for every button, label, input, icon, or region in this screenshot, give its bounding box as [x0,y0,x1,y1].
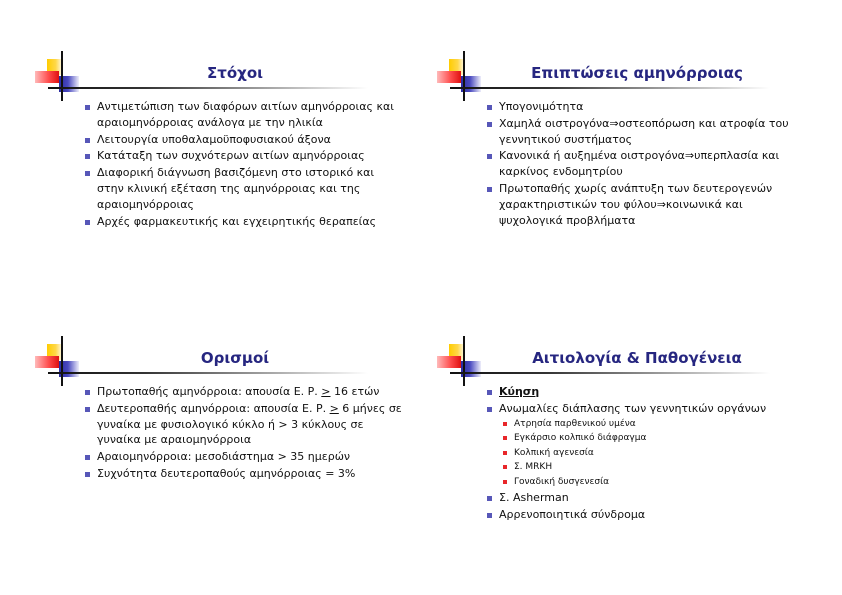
title-rule [450,87,770,89]
list-item: Κατάταξη των συχνότερων αιτίων αμηνόρροιας [82,148,402,164]
geq-symbol: > [321,385,331,398]
geq-symbol: > [329,401,339,415]
list-item: Σ. Asherman [484,490,804,506]
list-item: Αρρενοποιητικά σύνδρομα [484,507,804,523]
list-item: Αρχές φαρμακευτικής και εγχειρητικής θεραπείας [82,214,402,230]
list-item: Υπογονιμότητα [484,99,804,115]
slide-logo-icon [30,333,90,389]
bullet-list [82,99,402,230]
sub-list-item: Ατρησία παρθενικού υμένα [499,417,804,432]
sub-list-item: Γοναδική δυσγενεσία [499,475,804,490]
slide-definitions [30,333,430,583]
list-item: Κανονικά ή αυξημένα οιστρογόνα⇒υπερπλασία και καρκίνος ενδομητρίου [484,148,804,180]
slide-etiology [432,333,832,583]
pregnancy-link[interactable]: Κύηση [499,385,540,398]
list-item: Πρωτοπαθής αμηνόρροια: απουσία Ε. Ρ. > 16 ετών [82,384,402,400]
list-item: Ανωμαλίες διάπλασης των γεννητικών οργάνων Ατρησία παρθενικού υμένα Εγκάρσιο κολπικό διάφραγμα Κολπική αγενεσία Σ. MRKH Γοναδική δυσγενεσία [484,401,804,489]
title-rule [450,372,770,374]
list-item: Λειτουργία υποθαλαμοϋποφυσιακού άξονα [82,132,402,148]
slide-title: Επιπτώσεις αμηνόρροιας [531,64,743,82]
list-item: Δευτεροπαθής αμηνόρροια: απουσία Ε. Ρ. > 6 μήνες σε γυναίκα με φυσιολογικό κύκλο ή > 3 κύκλους σε γυναίκα με αραιομηνόρροια [82,401,402,448]
list-item: Συχνότητα δευτεροπαθούς αμηνόρροιας = 3% [82,466,402,482]
sub-list [499,417,804,490]
list-item [484,384,804,400]
title-rule [48,372,368,374]
title-rule [48,87,368,89]
list-item: Χαμηλά οιστρογόνα⇒οστεοπόρωση και ατροφία του γεννητικού συστήματος [484,116,804,148]
list-item: Πρωτοπαθής χωρίς ανάπτυξη των δευτερογενών χαρακτηριστικών του φύλου⇒κοινωνικά και ψυχολογικά προβλήματα [484,181,804,228]
list-item: Αραιομηνόρροια: μεσοδιάστημα > 35 ημερών [82,449,402,465]
sub-list-item: Εγκάρσιο κολπικό διάφραγμα [499,431,804,446]
bullet-list [82,384,402,483]
slide-logo-icon [432,333,492,389]
slide-title: Αιτιολογία & Παθογένεια [532,349,742,367]
sub-list-item: Κολπική αγενεσία [499,446,804,461]
slide-consequences [432,48,832,298]
list-item: Διαφορική διάγνωση βασιζόμενη στο ιστορικό και στην κλινική εξέταση της αμηνόρροιας και της αραιομηνόρροιας [82,165,402,212]
bullet-list [484,384,804,524]
slide-title: Στόχοι [207,64,263,82]
slide-logo-icon [432,48,492,104]
slide-title: Ορισμοί [200,349,270,367]
slide-logo-icon [30,48,90,104]
slide-goals [30,48,430,298]
list-item: Αντιμετώπιση των διαφόρων αιτίων αμηνόρροιας και αραιομηνόρροιας ανάλογα με την ηλικία [82,99,402,131]
sub-list-item: Σ. MRKH [499,460,804,475]
bullet-list [484,99,804,229]
